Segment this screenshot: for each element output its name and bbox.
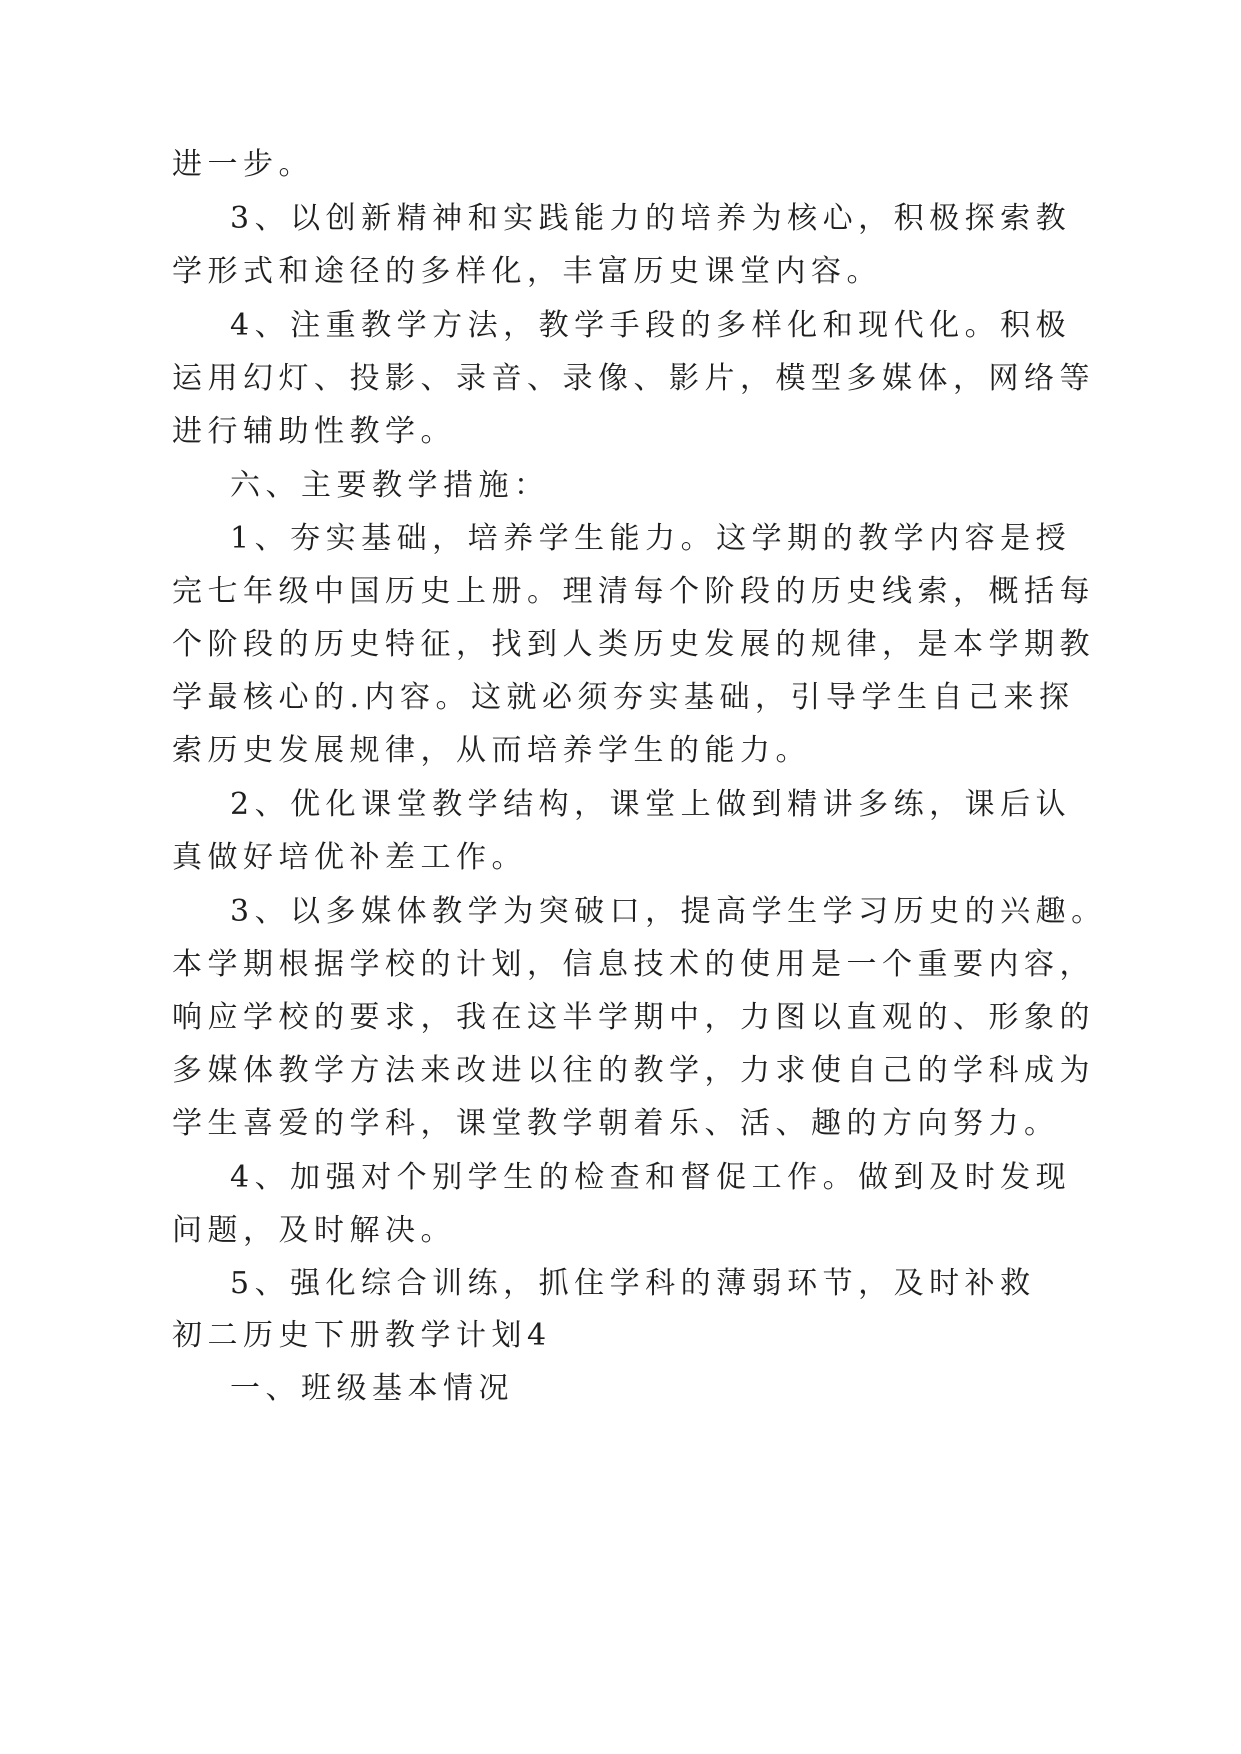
text-line: 学形式和途径的多样化，丰富历史课堂内容。 [172,254,882,289]
text-line: 多媒体教学方法来改进以往的教学，力求使自己的学科成为 [172,1053,1095,1088]
text-line: 5、强化综合训练，抓住学科的薄弱环节，及时补救 [230,1266,1036,1301]
text-line: 进一步。 [172,147,314,182]
text-line: 运用幻灯、投影、录音、录像、影片，模型多媒体，网络等 [172,361,1095,396]
text-line: 完七年级中国历史上册。理清每个阶段的历史线索，概括每 [172,574,1095,609]
text-line: 4、注重教学方法，教学手段的多样化和现代化。积极 [230,308,1072,343]
text-line: 索历史发展规律，从而培养学生的能力。 [172,733,811,768]
text-line: 响应学校的要求，我在这半学期中，力图以直观的、形象的 [172,1000,1095,1035]
text-line: 个阶段的历史特征，找到人类历史发展的规律，是本学期教 [172,627,1095,662]
text-line: 3、以创新精神和实践能力的培养为核心，积极探索教 [230,201,1072,236]
text-line: 2、优化课堂教学结构，课堂上做到精讲多练，课后认 [230,787,1072,822]
text-line: 1、夯实基础，培养学生能力。这学期的教学内容是授 [230,521,1072,556]
section-heading: 一、班级基本情况 [230,1371,514,1406]
text-line: 进行辅助性教学。 [172,414,456,449]
text-line: 问题，及时解决。 [172,1213,456,1248]
text-line: 学最核心的.内容。这就必须夯实基础，引导学生自己来探 [172,680,1075,715]
text-line: 真做好培优补差工作。 [172,840,527,875]
text-line: 学生喜爱的学科，课堂教学朝着乐、活、趣的方向努力。 [172,1106,1060,1141]
document-title: 初二历史下册教学计划4 [172,1318,552,1353]
text-line: 本学期根据学校的计划，信息技术的使用是一个重要内容， [172,947,1095,982]
text-line: 4、加强对个别学生的检查和督促工作。做到及时发现 [230,1160,1072,1195]
text-line: 3、以多媒体教学为突破口，提高学生学习历史的兴趣。 [230,894,1107,929]
section-heading: 六、主要教学措施： [230,468,550,503]
